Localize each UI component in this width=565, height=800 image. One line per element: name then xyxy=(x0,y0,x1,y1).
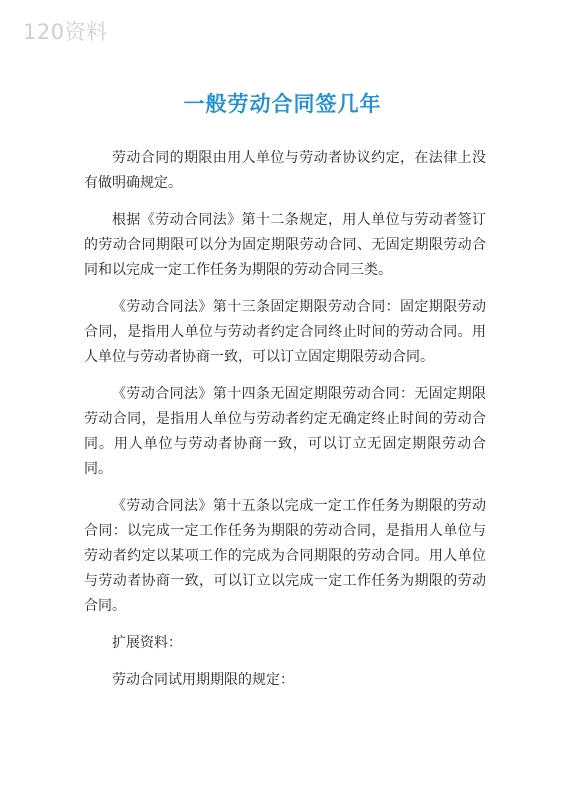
paragraph-probation-heading: 劳动合同试用期期限的规定： xyxy=(112,672,294,688)
paragraph-article-15: 《劳动合同法》第十五条以完成一定工作任务为期限的劳动合同：以完成一定工作任务为期限的劳动合同，是指用人单位与劳动者约定以某项工作的完成为合同期限的劳动合同。用人单位与劳动者协商一致，可以订立以完成一定工作任务为期限的劳动合同。 xyxy=(84,498,486,614)
document-title: 一般劳动合同签几年 xyxy=(183,92,382,116)
paragraph-intro: 劳动合同的期限由用人单位与劳动者协议约定，在法律上没有做明确规定。 xyxy=(84,150,486,191)
watermark-logo: 120资料 xyxy=(23,20,108,44)
paragraph-article-13: 《劳动合同法》第十三条固定期限劳动合同：固定期限劳动合同，是指用人单位与劳动者约定合同终止时间的劳动合同。用人单位与劳动者协商一致，可以订立固定期限劳动合同。 xyxy=(84,299,486,365)
paragraph-extended-heading: 扩展资料： xyxy=(112,635,182,651)
paragraph-article-14: 《劳动合同法》第十四条无固定期限劳动合同：无固定期限劳动合同，是指用人单位与劳动者约定无确定终止时间的劳动合同。用人单位与劳动者协商一致，可以订立无固定期限劳动合同。 xyxy=(84,386,486,477)
paragraph-article-12: 根据《劳动合同法》第十二条规定，用人单位与劳动者签订的劳动合同期限可以分为固定期限劳动合同、无固定期限劳动合同和以完成一定工作任务为期限的劳动合同三类。 xyxy=(84,212,486,278)
document-body xyxy=(84,146,486,705)
